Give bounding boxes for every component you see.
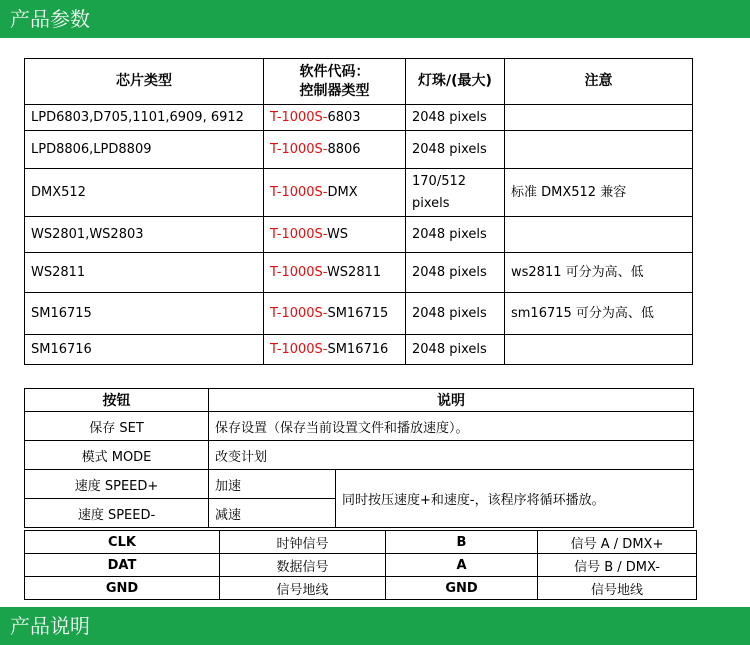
led-cell — [406, 169, 505, 217]
button-desc-cell: 减速 — [209, 499, 336, 528]
table-row — [25, 217, 693, 253]
table-header-row — [25, 389, 694, 412]
led-cell: 2048 pixels — [406, 335, 505, 365]
chip-cell: WS2801,WS2803 — [25, 217, 264, 253]
table-row — [25, 470, 694, 499]
button-table — [24, 388, 694, 528]
led-cell: 2048 pixels — [406, 131, 505, 169]
code-suffix: WS2811 — [326, 264, 382, 280]
table-row — [25, 531, 697, 554]
pin-name-cell: GND — [25, 577, 220, 600]
code-cell — [264, 169, 406, 217]
code-prefix: T-1000S- — [270, 341, 328, 357]
code-cell — [264, 293, 406, 335]
header-code-line2: 控制器类型 — [299, 82, 370, 99]
header-chip-type: 芯片类型 — [25, 59, 264, 105]
code-cell — [264, 105, 406, 131]
button-desc-cell: 加速 — [209, 470, 336, 499]
table-row — [25, 169, 693, 217]
chip-cell: SM16716 — [25, 335, 264, 365]
table-row — [25, 131, 693, 169]
code-prefix: T-1000S- — [270, 141, 328, 157]
table-row — [25, 554, 697, 577]
note-cell: sm16715 可分为高、低 — [505, 293, 693, 335]
code-prefix: T-1000S- — [270, 226, 327, 242]
chip-cell: DMX512 — [25, 169, 264, 217]
code-suffix: DMX — [327, 184, 358, 200]
code-suffix: SM16715 — [327, 305, 389, 321]
header-led-count: 灯珠/(最大) — [406, 59, 505, 105]
button-name-cell: 速度 SPEED+ — [25, 470, 209, 499]
button-name-cell: 保存 SET — [25, 412, 209, 441]
chip-cell: LPD8806,LPD8809 — [25, 131, 264, 169]
header-description: 说明 — [209, 389, 694, 412]
table-row — [25, 335, 693, 365]
note-cell: 标准 DMX512 兼容 — [505, 169, 693, 217]
pin-name-cell: A — [386, 554, 538, 577]
pin-meaning-cell: 信号 B / DMX- — [538, 554, 697, 577]
chip-type-table — [24, 58, 693, 365]
pin-name-cell: B — [386, 531, 538, 554]
code-suffix: WS — [326, 226, 349, 242]
button-name-cell: 模式 MODE — [25, 441, 209, 470]
code-prefix: T-1000S- — [270, 305, 328, 321]
button-desc-cell: 保存设置（保存当前设置文件和播放速度）。 — [209, 412, 694, 441]
note-cell — [505, 335, 693, 365]
header-code-line1: 软件代码： — [299, 63, 370, 80]
table-row — [25, 412, 694, 441]
pin-table — [24, 530, 697, 600]
pin-meaning-cell: 信号 A / DMX+ — [538, 531, 697, 554]
code-suffix: 8806 — [327, 141, 361, 157]
speed-combo-note: 同时按压速度+和速度-，该程序将循环播放。 — [336, 470, 694, 528]
code-suffix: SM16716 — [327, 341, 389, 357]
note-cell: ws2811 可分为高、低 — [505, 253, 693, 293]
code-cell — [264, 253, 406, 293]
led-cell: 2048 pixels — [406, 105, 505, 131]
pin-meaning-cell: 时钟信号 — [220, 531, 386, 554]
header-note: 注意 — [505, 59, 693, 105]
led-cell: 2048 pixels — [406, 217, 505, 253]
code-prefix: T-1000S- — [270, 184, 328, 200]
note-cell — [505, 131, 693, 169]
section-header-description — [0, 607, 750, 645]
header-button: 按钮 — [25, 389, 209, 412]
button-desc-cell: 改变计划 — [209, 441, 694, 470]
pin-name-cell: DAT — [25, 554, 220, 577]
chip-cell: WS2811 — [25, 253, 264, 293]
note-cell — [505, 105, 693, 131]
pin-meaning-cell: 信号地线 — [220, 577, 386, 600]
led-cell: 2048 pixels — [406, 293, 505, 335]
section-title: 产品参数 — [10, 7, 90, 31]
pin-name-cell: GND — [386, 577, 538, 600]
table-row — [25, 577, 697, 600]
led-cell: 2048 pixels — [406, 253, 505, 293]
header-software-code — [264, 59, 406, 105]
chip-cell: SM16715 — [25, 293, 264, 335]
button-name-cell: 速度 SPEED- — [25, 499, 209, 528]
table-row — [25, 253, 693, 293]
led-line2: pixels — [412, 195, 450, 211]
note-cell — [505, 217, 693, 253]
table-row — [25, 105, 693, 131]
chip-cell: LPD6803,D705,1101,6909, 6912 — [25, 105, 264, 131]
code-cell — [264, 335, 406, 365]
led-line1: 170/512 — [412, 173, 467, 189]
table-row — [25, 293, 693, 335]
code-cell — [264, 131, 406, 169]
code-suffix: 6803 — [327, 109, 361, 125]
code-prefix: T-1000S- — [270, 264, 327, 280]
section-title: 产品说明 — [10, 614, 90, 638]
table-row — [25, 441, 694, 470]
table-header-row — [25, 59, 693, 105]
code-prefix: T-1000S- — [270, 109, 328, 125]
section-header-params — [0, 0, 750, 38]
pin-meaning-cell: 信号地线 — [538, 577, 697, 600]
code-cell — [264, 217, 406, 253]
pin-name-cell: CLK — [25, 531, 220, 554]
pin-meaning-cell: 数据信号 — [220, 554, 386, 577]
